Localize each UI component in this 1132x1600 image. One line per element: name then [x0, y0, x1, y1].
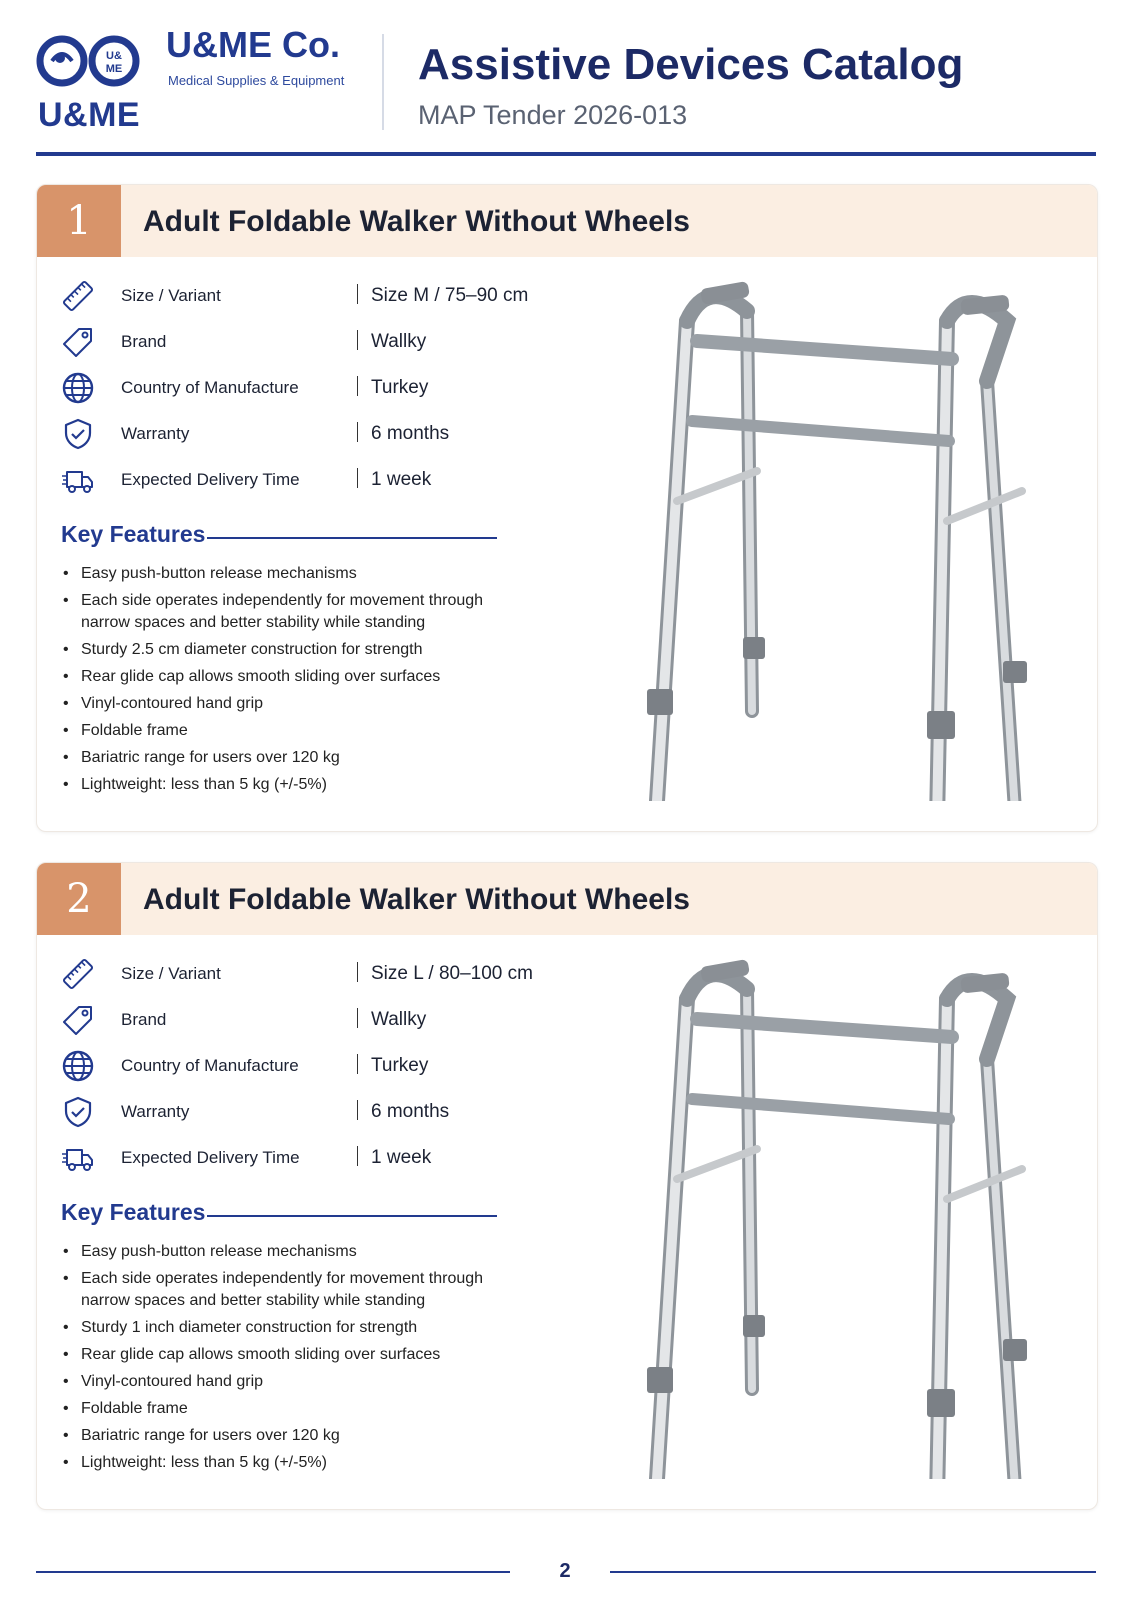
feature-item: • Foldable frame [61, 720, 521, 742]
spec-row-size [61, 955, 541, 995]
feature-item: • Foldable frame [61, 1398, 521, 1420]
footer-rule-left [36, 1571, 510, 1573]
feature-item: • Rear glide cap allows smooth sliding over surfaces [61, 1344, 521, 1366]
spec-value: Size M / 75–90 cm [371, 285, 529, 306]
spec-row-delivery [61, 1139, 541, 1179]
spec-label: Brand [121, 1010, 167, 1029]
spec-row-brand [61, 323, 541, 363]
globe-icon [61, 1049, 95, 1083]
features-list [61, 1241, 521, 1479]
company-name: U&ME Co. [166, 24, 340, 65]
spec-label: Size / Variant [121, 964, 221, 983]
company-tagline: Medical Supplies & Equipment [168, 73, 345, 88]
spec-row-size [61, 277, 541, 317]
spec-row-warranty [61, 415, 541, 455]
feature-item: • Each side operates independently for movement through narrow spaces and better stability while standing [61, 1268, 521, 1312]
feature-item: • Sturdy 1 inch diameter construction for strength [61, 1317, 521, 1339]
delivery-truck-icon [61, 463, 95, 497]
spec-separator [357, 422, 358, 442]
spec-label: Warranty [121, 424, 190, 443]
spec-separator [357, 1100, 358, 1120]
spec-value: Turkey [371, 1055, 429, 1076]
product-title: Adult Foldable Walker Without Wheels [143, 883, 690, 916]
spec-separator [357, 1008, 358, 1028]
feature-item: • Sturdy 2.5 cm diameter construction for strength [61, 639, 521, 661]
shield-check-icon [61, 1095, 95, 1129]
feature-item: • Each side operates independently for movement through narrow spaces and better stability while standing [61, 590, 521, 634]
feature-item: • Lightweight: less than 5 kg (+/-5%) [61, 774, 521, 796]
product-card-header [37, 863, 1097, 935]
spec-separator [357, 1146, 358, 1166]
product-card [36, 862, 1098, 1510]
spec-value: Size L / 80–100 cm [371, 963, 533, 984]
page-number: 2 [559, 1560, 571, 1582]
feature-item: • Easy push-button release mechanisms [61, 563, 521, 585]
spec-value: 1 week [371, 469, 432, 490]
spec-label: Expected Delivery Time [121, 1148, 300, 1167]
product-title: Adult Foldable Walker Without Wheels [143, 205, 690, 238]
spec-label: Size / Variant [121, 286, 221, 305]
spec-separator [357, 376, 358, 396]
delivery-truck-icon [61, 1141, 95, 1175]
spec-value: 6 months [371, 423, 450, 444]
key-features-rule [207, 537, 497, 539]
spec-row-country [61, 369, 541, 409]
product-card [36, 184, 1098, 832]
feature-item: • Bariatric range for users over 120 kg [61, 1425, 521, 1447]
ruler-icon [61, 279, 95, 313]
spec-label: Expected Delivery Time [121, 470, 300, 489]
spec-label: Warranty [121, 1102, 190, 1121]
spec-separator [357, 468, 358, 488]
logo-wordmark: U&ME [38, 96, 141, 134]
product-number: 2 [37, 863, 121, 935]
feature-item: • Bariatric range for users over 120 kg [61, 747, 521, 769]
feature-item: • Easy push-button release mechanisms [61, 1241, 521, 1263]
footer-rule-right [610, 1571, 1096, 1573]
features-list [61, 563, 521, 801]
spec-separator [357, 962, 358, 982]
feature-item: • Rear glide cap allows smooth sliding over surfaces [61, 666, 521, 688]
spec-separator [357, 1054, 358, 1074]
spec-value: 6 months [371, 1101, 450, 1122]
globe-icon [61, 371, 95, 405]
spec-separator [357, 330, 358, 350]
ruler-icon [61, 957, 95, 991]
spec-label: Country of Manufacture [121, 378, 299, 397]
page-subtitle: MAP Tender 2026-013 [418, 100, 688, 130]
header-rule [36, 152, 1096, 156]
spec-row-warranty [61, 1093, 541, 1133]
spec-separator [357, 284, 358, 304]
svg-text:U&: U& [106, 50, 122, 62]
shield-check-icon [61, 417, 95, 451]
walker-product-image [597, 281, 1067, 801]
spec-row-country [61, 1047, 541, 1087]
walker-product-image [597, 959, 1067, 1479]
spec-label: Brand [121, 332, 167, 351]
feature-item: • Vinyl-contoured hand grip [61, 693, 521, 715]
spec-row-delivery [61, 461, 541, 501]
feature-item: • Lightweight: less than 5 kg (+/-5%) [61, 1452, 521, 1474]
spec-row-brand [61, 1001, 541, 1041]
spec-label: Country of Manufacture [121, 1056, 299, 1075]
page-title: Assistive Devices Catalog [418, 40, 964, 89]
spec-value: Wallky [371, 331, 427, 352]
spec-value: 1 week [371, 1147, 432, 1168]
company-logo-icon [36, 28, 142, 94]
spec-value: Turkey [371, 377, 429, 398]
spec-value: Wallky [371, 1009, 427, 1030]
key-features-rule [207, 1215, 497, 1217]
product-card-header [37, 185, 1097, 257]
header-divider [382, 34, 384, 130]
product-number: 1 [37, 185, 121, 257]
key-features-heading: Key Features [61, 521, 206, 547]
tag-icon [61, 325, 95, 359]
feature-item: • Vinyl-contoured hand grip [61, 1371, 521, 1393]
tag-icon [61, 1003, 95, 1037]
svg-text:ME: ME [105, 63, 123, 75]
page-header [0, 0, 1132, 160]
key-features-heading: Key Features [61, 1199, 206, 1225]
